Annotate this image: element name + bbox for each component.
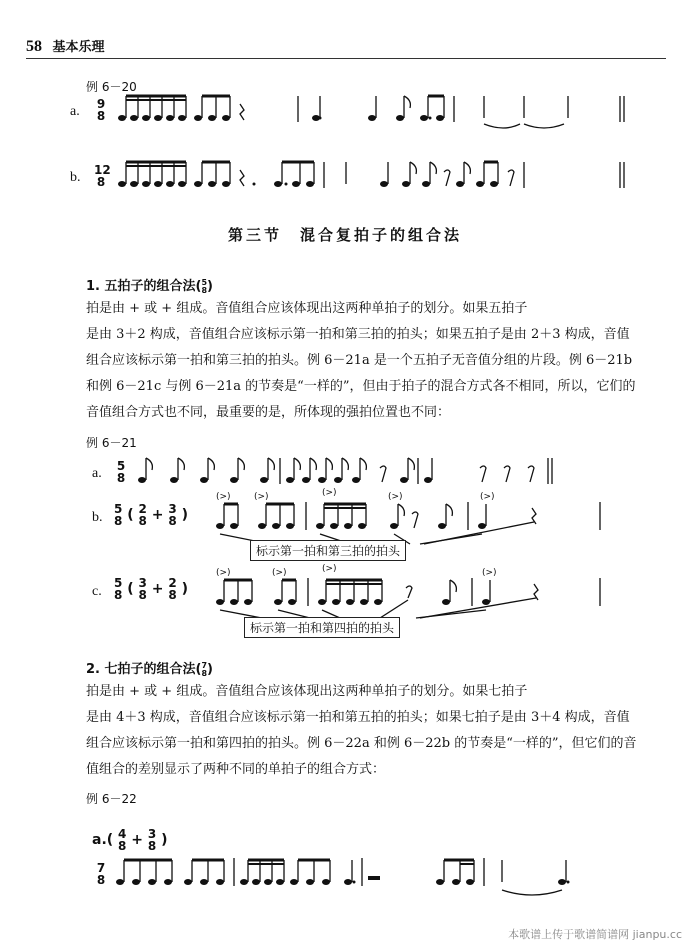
- example-6-21a-label: a.: [92, 466, 102, 481]
- accent-mark: (>): [482, 568, 497, 578]
- rhythm-line-6-20a: [110, 92, 640, 126]
- example-6-21c-label: c.: [92, 584, 102, 599]
- example-6-21-label: 例 6－21: [86, 436, 137, 450]
- accent-mark: (>): [322, 488, 337, 498]
- paragraph-five-beat: [86, 296, 676, 426]
- accent-mark: (>): [254, 492, 269, 502]
- watermark: 本歌谱上传于歌谱简谱网 jianpu.cc: [508, 928, 682, 941]
- example-6-20b-label: b.: [70, 170, 81, 185]
- example-6-22-label: 例 6－22: [86, 792, 137, 806]
- annotation-box-6-21b: 标示第一拍和第三拍的拍头: [250, 540, 406, 561]
- annotation-box-6-21c: 标示第一拍和第四拍的拍头: [244, 617, 400, 638]
- book-title: 基本乐理: [52, 40, 105, 55]
- subsection-2-title: 2. 七拍子的组合法( 7 8 ): [86, 660, 213, 678]
- accent-mark: (>): [480, 492, 495, 502]
- para1-line-5: 音值组合方式也不同，最重要的是，所体现的强拍位置也不同：: [86, 405, 451, 420]
- para1-line-3: 组合应该标示第一拍和第三拍的拍头。例 6－21a 是一个五拍子无音值分组的片段。例 6－21b: [86, 353, 633, 368]
- paragraph-seven-beat: [86, 679, 676, 783]
- example-6-21b-label: b.: [92, 510, 103, 525]
- subsection-1-title: 1. 五拍子的组合法( 5 8 ): [86, 277, 213, 295]
- example-6-20a-label: a.: [70, 104, 80, 119]
- rhythm-line-6-22a: [112, 856, 632, 896]
- accent-mark: (>): [216, 492, 231, 502]
- para2-line-2: 是由 4＋3 构成，音值组合应该标示第一拍和第五拍的拍头；如果七拍子是由 3＋4 构成，音值: [86, 710, 630, 725]
- time-signature-9-8: 9 8: [96, 97, 106, 123]
- time-signature-7-8: 7 8: [96, 861, 106, 887]
- para2-line-1: 拍是由 + 或 + 组成。音值组合应该体现出这两种单拍子的划分。如果七拍子: [86, 684, 528, 699]
- accent-mark: (>): [272, 568, 287, 578]
- para1-line-2: 是由 3＋2 构成，音值组合应该标示第一拍和第三拍的拍头；如果五拍子是由 2＋3 构成，音值: [86, 327, 630, 342]
- meter-combination-6-22a: a.( 4 8 + 3 8 ): [92, 827, 168, 853]
- rhythm-line-6-21a: [134, 454, 614, 488]
- para2-line-4: 值组合的差别显示了两种不同的单拍子的组合方式：: [86, 762, 386, 777]
- page-number: 58: [26, 38, 42, 55]
- para1-line-1: 拍是由 + 或 + 组成。音值组合应该体现出这两种单拍子的划分。如果五拍子: [86, 301, 528, 316]
- time-signature-12-8: 12 8: [94, 163, 111, 189]
- accent-mark: (>): [216, 568, 231, 578]
- rhythm-line-6-20b: [110, 158, 640, 192]
- section-title: 第三节 混合复拍子的组合法: [227, 226, 462, 244]
- example-6-20-label: 例 6－20: [86, 80, 137, 94]
- accent-mark: (>): [322, 564, 337, 574]
- para1-line-4: 和例 6－21c 与例 6－21a 的节奏是“一样的”，但由于拍子的混合方式各不相同，所以，它们的: [86, 379, 636, 394]
- meter-combination-6-21b: 5 8 ( 2 8 + 3 8 ): [114, 502, 188, 528]
- accent-mark: (>): [388, 492, 403, 502]
- para2-line-3: 组合应该标示第一拍和第四拍的拍头。例 6－22a 和例 6－22b 的节奏是“一样的”，但它们的音: [86, 736, 637, 751]
- header-rule: [26, 58, 666, 59]
- time-signature-5-8: 5 8: [116, 459, 126, 485]
- page-header: [26, 36, 105, 56]
- meter-combination-6-21c: 5 8 ( 3 8 + 2 8 ): [114, 576, 188, 602]
